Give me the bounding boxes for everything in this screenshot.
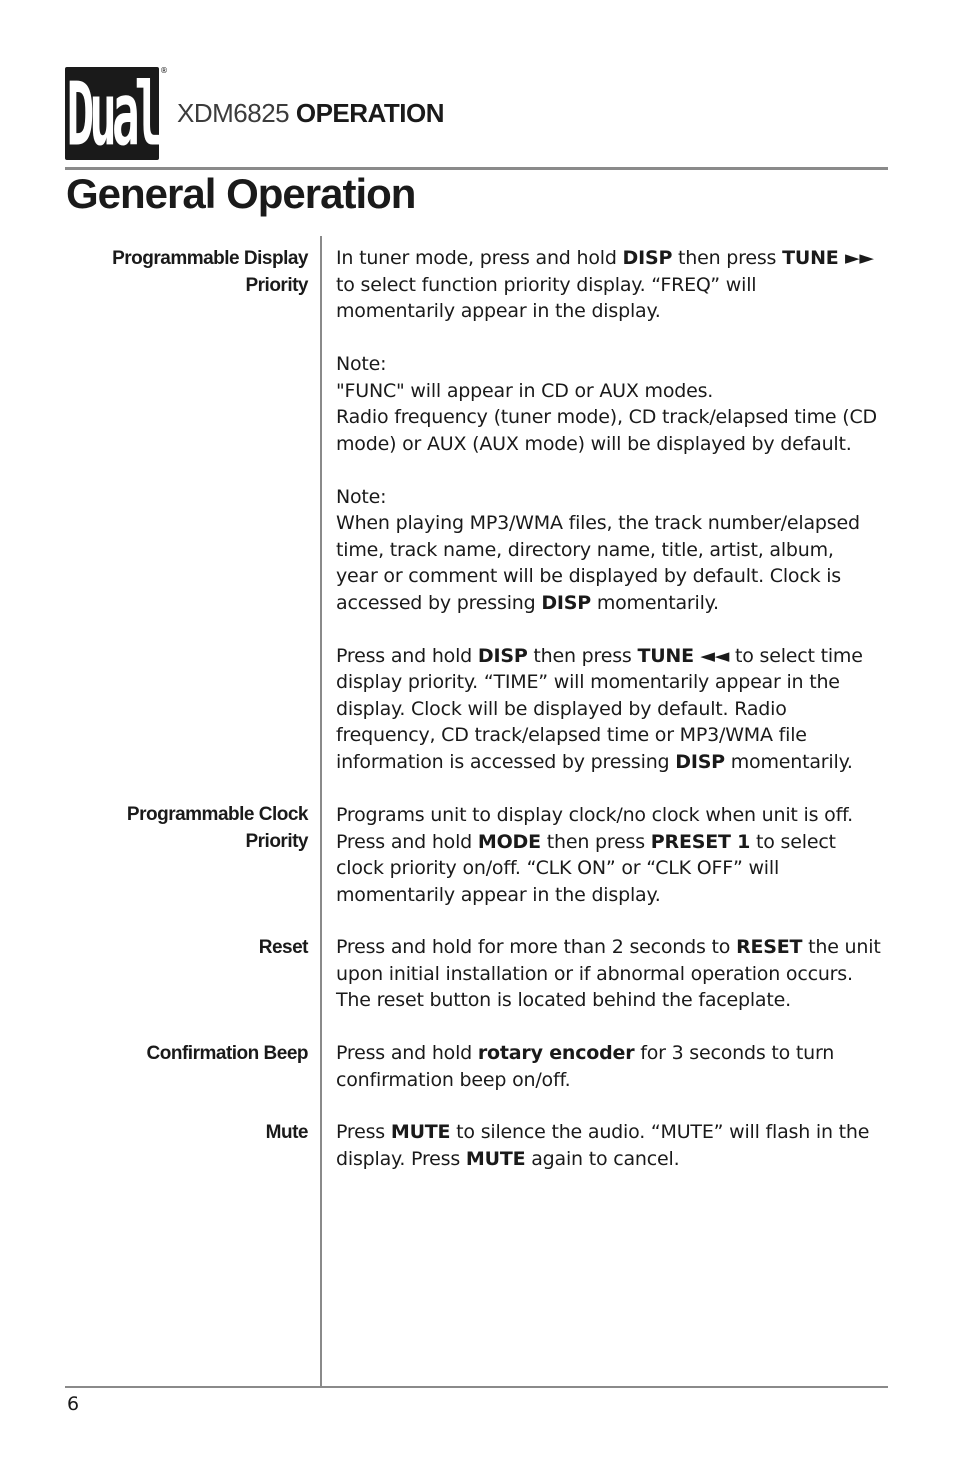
text: to select clock priority on/off. “CLK ON” or “CLK OFF” will momentarily appear in the display. — [336, 830, 836, 906]
text: Press and hold — [336, 1042, 478, 1064]
body-confirmation-beep — [336, 1040, 881, 1120]
text: to select function priority display. “FREQ” will momentarily appear in the display. — [336, 273, 757, 322]
text: the unit upon initial installation or if abnormal operation occurs. The reset button is located behind the faceplate. — [336, 936, 881, 1011]
keyword: rotary encoder — [477, 1042, 635, 1064]
keyword: MODE — [477, 830, 541, 853]
page-number: 6 — [67, 1393, 80, 1415]
keyword: DISP — [477, 644, 528, 667]
text: Press — [336, 1121, 391, 1143]
keyword: DISP — [675, 750, 725, 773]
text: momentarily. — [724, 750, 853, 773]
note — [336, 484, 881, 617]
label-line: Priority — [245, 830, 308, 852]
body-mute — [336, 1119, 881, 1199]
logo-text: Dual — [66, 62, 158, 165]
text: to silence the audio. “MUTE” will flash in the display. Press — [336, 1121, 870, 1170]
page-title: General Operation — [66, 170, 416, 217]
text: Press and hold — [336, 644, 478, 667]
registered-mark: ® — [160, 66, 168, 75]
text: "FUNC" will appear in CD or AUX modes. — [336, 379, 714, 402]
paragraph — [336, 245, 881, 325]
label-line: Priority — [245, 274, 308, 296]
header-title — [177, 98, 444, 129]
label-reset: Reset — [258, 937, 308, 958]
label-display-priority — [58, 246, 308, 299]
label-clock-priority — [58, 802, 308, 855]
paragraph — [336, 1040, 881, 1093]
label-line: Programmable Clock — [126, 804, 308, 825]
note-heading: Note: — [336, 485, 387, 508]
label-confirmation-beep: Confirmation Beep — [146, 1043, 308, 1064]
text: to select time display priority. “TIME” will momentarily appear in the display. Clock will be displayed by default. Radio frequency, CD track/elapsed time or MP3/WMA file information is accessed by pressing — [336, 644, 863, 773]
paragraph — [336, 802, 881, 908]
paragraph — [336, 1119, 881, 1172]
keyword: DISP — [622, 247, 673, 269]
paragraph — [336, 643, 881, 776]
text: again to cancel. — [525, 1147, 680, 1170]
note-heading: Note: — [336, 353, 387, 375]
keyword: DISP — [541, 591, 591, 614]
section-name: OPERATION — [295, 98, 444, 128]
label-mute: Mute — [265, 1122, 308, 1143]
body-reset — [336, 934, 881, 1040]
text: then press — [672, 247, 783, 269]
text: momentarily. — [590, 591, 719, 614]
keyword: RESET — [736, 936, 803, 958]
dual-logo — [65, 62, 159, 165]
keyword: PRESET 1 — [650, 830, 751, 853]
body-clock-priority — [336, 802, 881, 935]
text: Press and hold for more than 2 seconds to — [336, 936, 737, 958]
text: Programs unit to display clock/no clock when unit is off. Press and hold — [336, 804, 854, 853]
column-divider — [320, 236, 322, 1386]
footer-rule — [65, 1386, 888, 1388]
text: then press — [527, 644, 638, 667]
paragraph — [336, 934, 881, 1014]
keyword: MUTE — [465, 1147, 526, 1170]
label-line: Programmable Display — [112, 248, 308, 269]
keyword: MUTE — [390, 1121, 451, 1143]
note — [336, 351, 881, 457]
text: for 3 seconds to turn confirmation beep on/off. — [336, 1042, 835, 1091]
text: When playing MP3/WMA files, the track number/elapsed time, track name, directory name, title, artist, album, year or comment will be displayed by default. Clock is accessed by pressing — [336, 512, 860, 614]
text: Radio frequency (tuner mode), CD track/elapsed time (CD mode) or AUX (AUX mode) will be displayed by default. — [336, 406, 877, 455]
body-display-priority — [336, 245, 881, 802]
keyword: TUNE ►► — [782, 247, 874, 269]
text: then press — [540, 830, 651, 853]
model-name: XDM6825 — [177, 98, 290, 128]
text: In tuner mode, press and hold — [336, 247, 623, 269]
keyword: TUNE ◄◄ — [637, 644, 730, 667]
